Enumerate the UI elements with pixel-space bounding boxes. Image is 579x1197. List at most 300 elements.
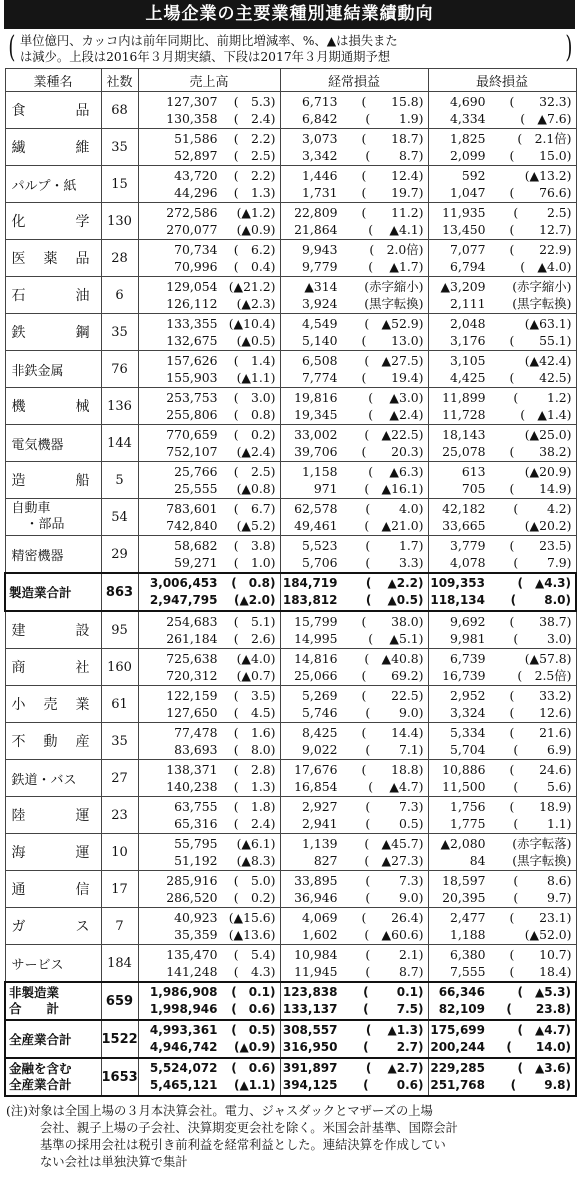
amount-value: 770,659: [166, 427, 218, 442]
fy2016-result: [139, 687, 280, 704]
fy2017-forecast: [429, 592, 576, 609]
amount-value: 84: [469, 853, 486, 868]
fy2016-result: [281, 426, 428, 443]
amount-value: 4,334: [450, 111, 486, 126]
net-cell: [428, 945, 576, 983]
amount-value: 4,549: [302, 316, 338, 331]
change-rate: ( 2.5): [233, 148, 276, 163]
table-row: [5, 92, 576, 129]
amount-value: 130,358: [166, 111, 218, 126]
header-industry: 業種名: [5, 69, 101, 92]
amount-value: 118,134: [430, 593, 485, 607]
amount-value: 42,182: [442, 501, 486, 516]
amount-value: 261,184: [166, 631, 218, 646]
fy2016-result: [429, 315, 576, 332]
fy2016-result: [139, 798, 280, 815]
sales-cell: [138, 760, 280, 797]
amount-value: 19,345: [294, 407, 338, 422]
fy2016-result: [281, 798, 428, 815]
fy2017-forecast: [429, 258, 576, 275]
company-count: 28: [101, 240, 138, 277]
fy2016-result: [429, 1060, 576, 1077]
change-rate: ( 15.8): [361, 94, 424, 109]
change-rate: ( 3.5): [233, 688, 276, 703]
fy2016-result: [429, 909, 576, 926]
fy2017-forecast: [281, 295, 428, 312]
sales-cell: [138, 314, 280, 351]
amount-value: 1,047: [450, 185, 486, 200]
amount-value: 70,734: [174, 242, 218, 257]
change-rate: (▲13.2): [524, 168, 572, 183]
amount-value: 49,461: [294, 518, 338, 533]
table-row: [5, 351, 576, 388]
industry-name: [5, 425, 101, 462]
change-rate: (▲21.2): [228, 279, 276, 294]
change-rate: ( ▲1.3): [365, 1023, 424, 1037]
fy2016-result: [429, 687, 576, 704]
fy2017-forecast: [139, 295, 280, 312]
industry-name: [5, 945, 101, 983]
amount-value: 3,006,453: [149, 576, 218, 590]
fy2016-result: [139, 613, 280, 630]
fy2017-forecast: [281, 592, 428, 609]
fy2017-forecast: [139, 221, 280, 238]
amount-value: 16,854: [294, 779, 338, 794]
fy2017-forecast: [281, 926, 428, 943]
footnote-line: (注)対象は全国上場の３月本決算会社。電力、ジャスダックとマザーズの上場: [6, 1104, 433, 1118]
change-rate: ( 3.0): [513, 631, 572, 646]
change-rate: ( 38.7): [509, 614, 572, 629]
change-rate: ( 2.0倍): [369, 242, 424, 257]
change-rate: ( 1.9): [365, 111, 424, 126]
amount-value: 5,706: [302, 555, 338, 570]
recurring-cell: [280, 834, 428, 871]
change-rate: ( 2.6): [233, 631, 276, 646]
change-rate: (黒字転換): [512, 853, 572, 868]
amount-value: 253,753: [166, 390, 218, 405]
change-rate: ( 1.3): [233, 779, 276, 794]
amount-value: 132,675: [166, 333, 218, 348]
amount-value: 285,916: [166, 873, 218, 888]
amount-value: 52,897: [174, 148, 218, 163]
change-rate: ( 1.7): [365, 538, 424, 553]
recurring-cell: [280, 760, 428, 797]
fy2016-result: [139, 315, 280, 332]
change-rate: ( 7.3): [365, 799, 424, 814]
fy2016-result: [429, 130, 576, 147]
industry-name: [5, 982, 101, 1020]
change-rate: ( 9.0): [365, 705, 424, 720]
fy2016-result: [429, 93, 576, 110]
recurring-cell: [280, 425, 428, 462]
industry-name: [5, 166, 101, 203]
amount-value: ▲314: [304, 279, 338, 294]
industry-name-line: 合 計: [9, 1001, 60, 1016]
header-net: 最終損益: [428, 69, 576, 92]
company-count: 184: [101, 945, 138, 983]
change-rate: ( 4.5): [233, 705, 276, 720]
fy2017-forecast: [281, 778, 428, 795]
change-rate: ( 3.8): [233, 538, 276, 553]
change-rate: ( 18.8): [361, 762, 424, 777]
table-row: [5, 834, 576, 871]
header-sales: 売上高: [138, 69, 280, 92]
change-rate: ( 14.0): [506, 1040, 571, 1054]
amount-value: 141,248: [166, 964, 218, 979]
change-rate: ( ▲21.0): [364, 518, 424, 533]
amount-value: 827: [313, 853, 338, 868]
change-rate: ( 2.4): [233, 111, 276, 126]
fy2017-forecast: [281, 667, 428, 684]
amount-value: 3,105: [450, 353, 486, 368]
amount-value: 971: [313, 481, 338, 496]
fy2016-result: [139, 463, 280, 480]
fy2016-result: [139, 1022, 280, 1039]
industry-name-line: 繊 維: [11, 140, 91, 156]
change-rate: ( 1.3): [233, 185, 276, 200]
unit-note: [4, 32, 575, 68]
recurring-cell: [280, 351, 428, 388]
change-rate: ( 5.0): [233, 873, 276, 888]
fy2017-forecast: [429, 741, 576, 758]
fy2017-forecast: [281, 741, 428, 758]
change-rate: ( 1.8): [233, 799, 276, 814]
change-rate: ( 1.6): [233, 725, 276, 740]
sales-cell: [138, 425, 280, 462]
change-rate: (▲20.9): [524, 464, 572, 479]
change-rate: ( ▲5.1): [368, 631, 424, 646]
fy2017-forecast: [281, 517, 428, 534]
industry-name: [5, 797, 101, 834]
amount-value: 109,353: [430, 576, 485, 590]
sales-cell: [138, 240, 280, 277]
amount-value: 394,125: [282, 1078, 338, 1092]
amount-value: 14,816: [294, 651, 338, 666]
fy2017-forecast: [139, 443, 280, 460]
fy2017-forecast: [139, 741, 280, 758]
industry-name-line: ガ ス: [11, 919, 91, 935]
change-rate: (赤字転落): [512, 836, 572, 851]
amount-value: 51,586: [174, 131, 218, 146]
change-rate: (▲42.4): [524, 353, 572, 368]
fy2017-forecast: [139, 704, 280, 721]
amount-value: 83,693: [174, 742, 218, 757]
net-cell: [428, 499, 576, 536]
amount-value: 123,838: [282, 985, 338, 999]
net-cell: [428, 92, 576, 129]
net-cell: [428, 203, 576, 240]
fy2017-forecast: [429, 517, 576, 534]
change-rate: ( 0.2): [233, 427, 276, 442]
fy2016-result: [281, 352, 428, 369]
recurring-cell: [280, 314, 428, 351]
fy2016-result: [281, 724, 428, 741]
net-cell: [428, 723, 576, 760]
change-rate: (黒字転換): [512, 296, 572, 311]
change-rate: (▲0.7): [236, 668, 276, 683]
amount-value: 25,078: [442, 444, 486, 459]
fy2017-forecast: [281, 258, 428, 275]
fy2016-result: [281, 204, 428, 221]
fy2016-result: [429, 798, 576, 815]
recurring-cell: [280, 797, 428, 834]
fy2017-forecast: [429, 554, 576, 571]
amount-value: 6,842: [302, 111, 338, 126]
amount-value: 16,739: [442, 668, 486, 683]
amount-value: 35,359: [174, 927, 218, 942]
industry-name-line: パルプ・紙: [11, 178, 77, 194]
change-rate: ( ▲5.3): [517, 985, 571, 999]
fy2016-result: [429, 724, 576, 741]
fy2017-forecast: [429, 704, 576, 721]
fy2017-forecast: [139, 926, 280, 943]
fy2016-result: [281, 1060, 428, 1077]
amount-value: 1,188: [450, 927, 486, 942]
amount-value: 1,825: [450, 131, 486, 146]
amount-value: 133,355: [166, 316, 218, 331]
amount-value: 133,137: [282, 1002, 338, 1016]
net-cell: [428, 760, 576, 797]
fy2017-forecast: [429, 369, 576, 386]
change-rate: (赤字縮小): [364, 279, 424, 294]
change-rate: ( 21.6): [509, 725, 572, 740]
fy2017-forecast: [429, 1001, 576, 1018]
fy2016-result: [429, 575, 576, 592]
amount-value: 5,334: [450, 725, 486, 740]
recurring-cell: [280, 908, 428, 945]
fy2016-result: [139, 241, 280, 258]
amount-value: 1,602: [302, 927, 338, 942]
amount-value: 6,380: [450, 947, 486, 962]
amount-value: 77,478: [174, 725, 218, 740]
table-row: [5, 499, 576, 536]
change-rate: ( 38.2): [509, 444, 572, 459]
amount-value: 20,395: [442, 890, 486, 905]
footnote-line: 基準の採用会社は税引き前利益を経常利益とした。連結決算を作成してい: [40, 1138, 446, 1152]
change-rate: ( 2.2): [233, 168, 276, 183]
change-rate: ( 8.7): [365, 964, 424, 979]
amount-value: 6,739: [450, 651, 486, 666]
fy2017-forecast: [281, 963, 428, 980]
sales-cell: [138, 573, 280, 611]
fy2017-forecast: [139, 778, 280, 795]
amount-value: 5,269: [302, 688, 338, 703]
amount-value: 1,731: [302, 185, 338, 200]
table-row: [5, 908, 576, 945]
change-rate: ( 2.5): [513, 205, 572, 220]
recurring-cell: [280, 536, 428, 574]
change-rate: ( ▲45.7): [364, 836, 424, 851]
industry-name-line: 自動車: [11, 501, 51, 516]
fy2016-result: [281, 167, 428, 184]
change-rate: (▲10.4): [228, 316, 276, 331]
amount-value: 1,139: [302, 836, 338, 851]
amount-value: 126,112: [166, 296, 218, 311]
company-count: 10: [101, 834, 138, 871]
change-rate: ( 22.5): [361, 688, 424, 703]
company-count: 7: [101, 908, 138, 945]
table-row: [5, 1058, 576, 1096]
table-row: [5, 649, 576, 686]
industry-name-line: サービス: [11, 957, 64, 973]
sales-cell: [138, 982, 280, 1020]
header-count: 社数: [101, 69, 138, 92]
fy2017-forecast: [281, 554, 428, 571]
change-rate: (▲2.3): [236, 296, 276, 311]
change-rate: ( 12.7): [509, 222, 572, 237]
fy2017-forecast: [429, 889, 576, 906]
fy2017-forecast: [429, 332, 576, 349]
table-row: [5, 871, 576, 908]
fy2016-result: [139, 724, 280, 741]
amount-value: 40,923: [174, 910, 218, 925]
change-rate: ( 42.5): [509, 370, 572, 385]
amount-value: 251,768: [430, 1078, 485, 1092]
table-body: [5, 92, 576, 1097]
fy2016-result: [139, 909, 280, 926]
table-row: [5, 611, 576, 649]
sales-cell: [138, 92, 280, 129]
amount-value: 742,840: [166, 518, 218, 533]
amount-value: 272,586: [166, 205, 218, 220]
change-rate: (▲25.0): [524, 427, 572, 442]
fy2016-result: [429, 650, 576, 667]
amount-value: 592: [461, 168, 486, 183]
sales-cell: [138, 945, 280, 983]
industry-name: [5, 388, 101, 425]
change-rate: (▲2.4): [236, 444, 276, 459]
change-rate: ( 7.1): [365, 742, 424, 757]
change-rate: ( 0.1): [363, 985, 424, 999]
change-rate: ( 18.9): [509, 799, 572, 814]
change-rate: ( 15.0): [509, 148, 572, 163]
amount-value: 25,066: [294, 668, 338, 683]
amount-value: 10,886: [442, 762, 486, 777]
fy2017-forecast: [281, 332, 428, 349]
recurring-cell: [280, 871, 428, 908]
table-row: [5, 425, 576, 462]
change-rate: ( 0.2): [233, 890, 276, 905]
change-rate: (▲0.9): [236, 222, 276, 237]
fy2016-result: [139, 130, 280, 147]
recurring-cell: [280, 649, 428, 686]
fy2016-result: [139, 761, 280, 778]
sales-cell: [138, 129, 280, 166]
change-rate: ( ▲3.6): [517, 1061, 571, 1075]
company-count: 130: [101, 203, 138, 240]
amount-value: 4,993,361: [149, 1023, 218, 1037]
recurring-cell: [280, 277, 428, 314]
amount-value: 3,073: [302, 131, 338, 146]
fy2016-result: [429, 352, 576, 369]
fy2017-forecast: [281, 110, 428, 127]
change-rate: ( 38.0): [361, 614, 424, 629]
industry-name: [5, 240, 101, 277]
fy2017-forecast: [281, 1077, 428, 1094]
amount-value: 157,626: [166, 353, 218, 368]
company-count: 35: [101, 314, 138, 351]
recurring-cell: [280, 92, 428, 129]
table-row: [5, 203, 576, 240]
change-rate: ( 5.4): [233, 947, 276, 962]
amount-value: 135,470: [166, 947, 218, 962]
company-count: 35: [101, 129, 138, 166]
amount-value: 4,425: [450, 370, 486, 385]
fy2017-forecast: [281, 221, 428, 238]
change-rate: ( 20.3): [361, 444, 424, 459]
amount-value: 3,342: [302, 148, 338, 163]
company-count: 29: [101, 536, 138, 574]
fy2017-forecast: [429, 778, 576, 795]
amount-value: 36,946: [294, 890, 338, 905]
amount-value: 752,107: [166, 444, 218, 459]
change-rate: ( 26.4): [361, 910, 424, 925]
fy2016-result: [139, 946, 280, 963]
fy2016-result: [429, 500, 576, 517]
change-rate: ( ▲2.4): [368, 407, 424, 422]
fy2016-result: [281, 835, 428, 852]
amount-value: 58,682: [174, 538, 218, 553]
industry-name: [5, 760, 101, 797]
net-cell: [428, 573, 576, 611]
change-rate: ( 0.4): [233, 259, 276, 274]
change-rate: (▲0.8): [236, 481, 276, 496]
amount-value: 5,746: [302, 705, 338, 720]
fy2016-result: [429, 835, 576, 852]
fy2016-result: [429, 872, 576, 889]
sales-cell: [138, 499, 280, 536]
fy2016-result: [281, 575, 428, 592]
change-rate: ( 2.2): [233, 131, 276, 146]
change-rate: ( 2.4): [233, 816, 276, 831]
industry-name-line: 医薬品: [11, 251, 91, 267]
change-rate: ( 24.6): [509, 762, 572, 777]
fy2017-forecast: [139, 667, 280, 684]
fy2016-result: [281, 761, 428, 778]
fy2017-forecast: [429, 1077, 576, 1094]
header-row: [5, 69, 576, 92]
change-rate: ( 1.4): [233, 353, 276, 368]
amount-value: 2,111: [450, 296, 486, 311]
sales-cell: [138, 536, 280, 574]
fy2017-forecast: [139, 406, 280, 423]
fy2016-result: [429, 241, 576, 258]
fy2017-forecast: [281, 704, 428, 721]
recurring-cell: [280, 573, 428, 611]
amount-value: 8,425: [302, 725, 338, 740]
change-rate: (▲1.1): [234, 1078, 276, 1092]
earnings-table: [4, 68, 577, 1097]
fy2016-result: [281, 909, 428, 926]
amount-value: 720,312: [166, 668, 218, 683]
fy2017-forecast: [429, 147, 576, 164]
fy2016-result: [281, 93, 428, 110]
amount-value: 59,271: [174, 555, 218, 570]
fy2016-result: [139, 835, 280, 852]
unit-note-line: ( 単位億円、カッコ内は前年同期比、前期比増減率、%、▲は損失また: [20, 34, 398, 48]
sales-cell: [138, 686, 280, 723]
industry-name-line: 全産業合計: [9, 1032, 72, 1047]
net-cell: [428, 982, 576, 1020]
net-cell: [428, 871, 576, 908]
industry-name-line: 不動産: [11, 734, 91, 750]
industry-name-line: 精密機器: [11, 548, 64, 564]
change-rate: (▲4.0): [236, 651, 276, 666]
amount-value: 183,812: [282, 593, 338, 607]
company-count: 23: [101, 797, 138, 834]
fy2017-forecast: [281, 406, 428, 423]
fy2017-forecast: [139, 1001, 280, 1018]
